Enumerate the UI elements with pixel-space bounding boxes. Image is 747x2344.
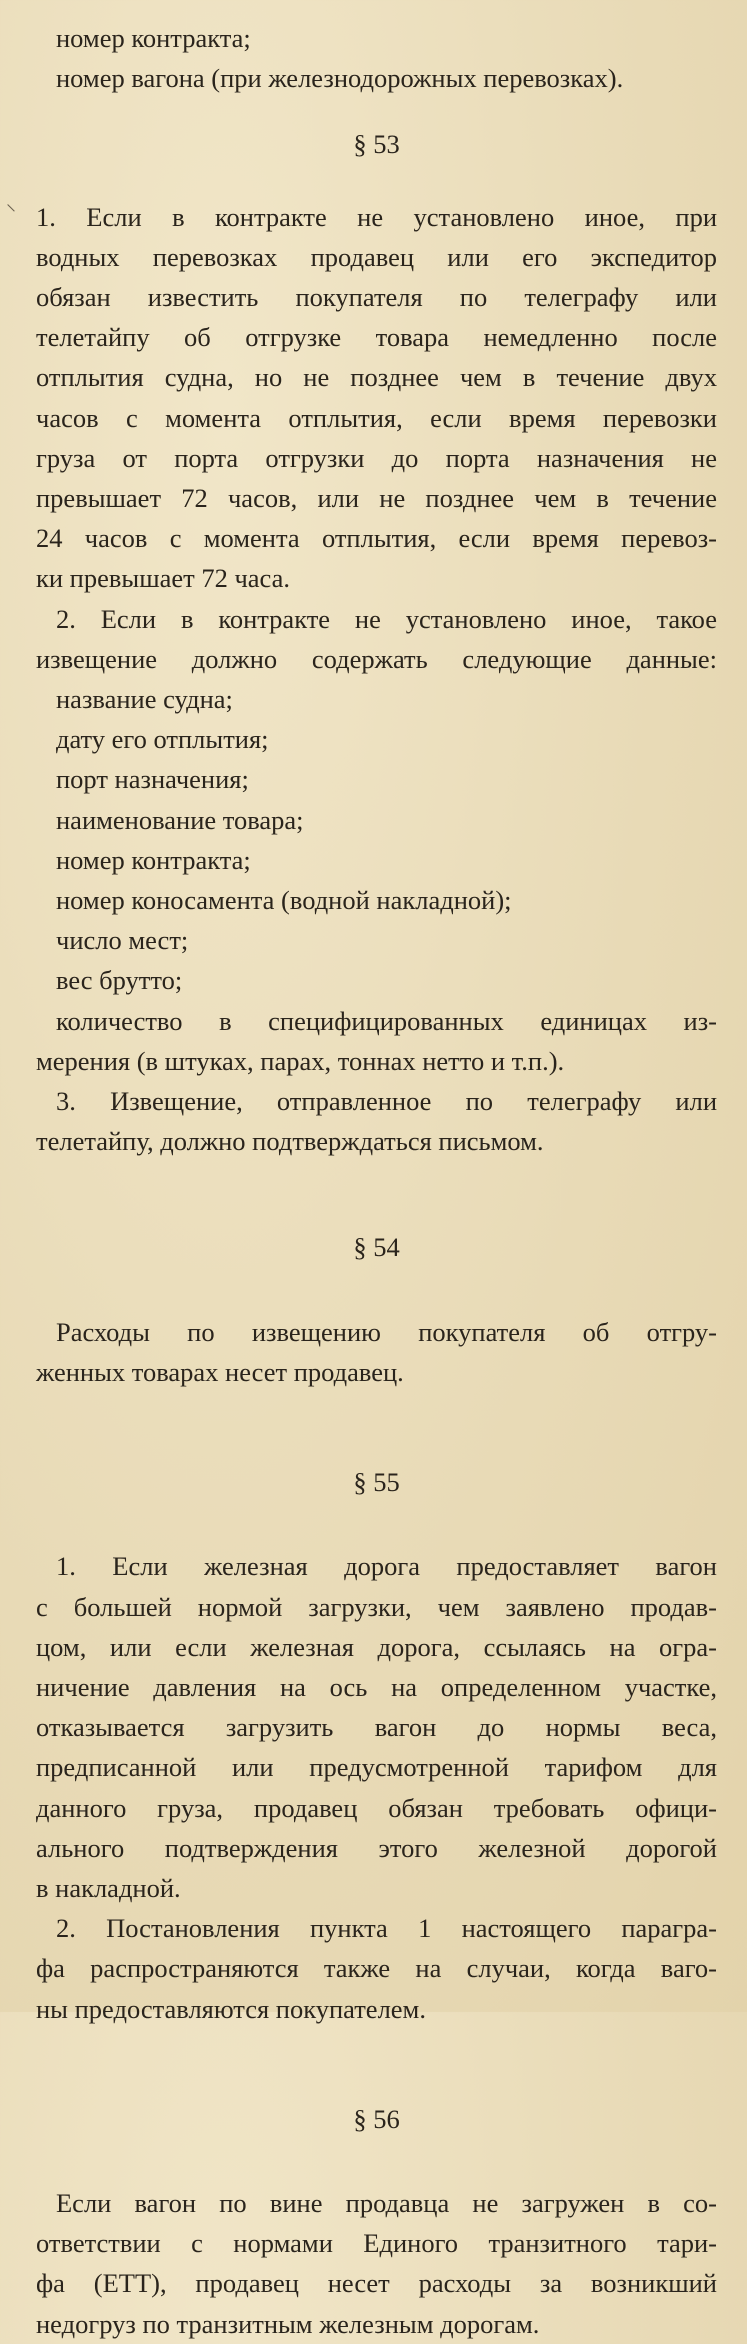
text-line: отплытия судна, но не позднее чем в течение двух [36, 362, 717, 393]
text-line: данного груза, продавец обязан требовать офици- [36, 1792, 717, 1823]
text-line: фа (ЕТТ), продавец несет расходы за возникший [36, 2268, 717, 2299]
section-heading: § 56 [353, 2103, 400, 2134]
text-line: Если вагон по вине продавца не загружен в со- [56, 2187, 717, 2218]
paragraph-55-1 [36, 1546, 717, 1908]
text-line: 3. Извещение, отправленное по телеграфу или [56, 1086, 717, 1117]
text-line: груза от порта отгрузки до порта назначения не [36, 442, 717, 473]
list-item: наименование товара; [56, 804, 304, 835]
intro-line: номер вагона (при железнодорожных перевозках). [56, 63, 624, 94]
section-53 [36, 124, 717, 1161]
text-line: превышает 72 часов, или не позднее чем в течение [36, 483, 717, 514]
paragraph-54-1 [36, 1312, 717, 1392]
text-line: женных товарах несет продавец. [36, 1356, 404, 1387]
list-item: название судна; [56, 684, 233, 715]
text-line: предписанной или предусмотренной тарифом для [36, 1752, 717, 1783]
text-line: мерения (в штуках, парах, тоннах нетто и т.п.). [36, 1045, 565, 1076]
paragraph-55-2 [36, 1908, 717, 2029]
text-line: Расходы по извещению покупателя об отгру- [56, 1316, 717, 1347]
list-item: номер коносамента (водной накладной); [56, 885, 512, 916]
section-heading: § 54 [353, 1232, 400, 1263]
section-56 [36, 2099, 717, 2344]
text-line: извещение должно содержать следующие данные: [36, 643, 717, 674]
paragraph-53-2 [36, 599, 717, 1081]
text-line: 1. Если железная дорога предоставляет вагон [56, 1551, 717, 1582]
text-line: ничение давления на ось на определенном участке, [36, 1671, 717, 1702]
text-line: часов с момента отплытия, если время перевозки [36, 402, 717, 433]
paragraph-56-1 [36, 2183, 717, 2344]
list-item: количество в специфицированных единицах из- [56, 1005, 717, 1036]
paragraph-53-3 [36, 1081, 717, 1161]
text-line: 2. Если в контракте не установлено иное, такое [56, 603, 717, 634]
text-line: фа распространяются также на случаи, когда ваго- [36, 1953, 717, 1984]
paragraph-53-1 [36, 197, 717, 599]
text-line: телетайпу об отгрузке товара немедленно после [36, 322, 717, 353]
text-line: ответствии с нормами Единого транзитного тари- [36, 2228, 717, 2259]
section-55 [36, 1462, 717, 2029]
text-line: отказывается загрузить вагон до нормы веса, [36, 1712, 717, 1743]
text-line: телетайпу, должно подтверждаться письмом. [36, 1126, 544, 1157]
list-item: номер контракта; [56, 844, 251, 875]
list-item: число мест; [56, 925, 189, 956]
text-line: водных перевозках продавец или его экспедитор [36, 241, 717, 272]
text-line: 1. Если в контракте не установлено иное, при [36, 201, 717, 232]
text-line: ны предоставляются покупателем. [36, 1993, 426, 2024]
text-line: с большей нормой загрузки, чем заявлено продав- [36, 1591, 717, 1622]
text-line: ального подтверждения этого железной дорогой [36, 1832, 717, 1863]
text-line: 2. Постановления пункта 1 настоящего парагра- [56, 1913, 717, 1944]
list-item: вес брутто; [56, 965, 183, 996]
text-line: обязан известить покупателя по телеграфу или [36, 282, 717, 313]
margin-mark-icon: ⸜ [6, 193, 16, 215]
text-line: ки превышает 72 часа. [36, 563, 291, 594]
section-heading: § 55 [353, 1467, 400, 1498]
section-heading: § 53 [353, 129, 400, 160]
text-line: недогруз по транзитным железным дорогам. [36, 2308, 540, 2339]
intro-block [36, 18, 717, 98]
text-line: в накладной. [36, 1872, 181, 1903]
list-item: порт назначения; [56, 764, 249, 795]
list-item: дату его отплытия; [56, 724, 269, 755]
section-54 [36, 1227, 717, 1392]
text-line: 24 часов с момента отплытия, если время перевоз- [36, 523, 717, 554]
text-line: цом, или если железная дорога, ссылаясь на огра- [36, 1631, 717, 1662]
intro-line: номер контракта; [56, 23, 251, 53]
